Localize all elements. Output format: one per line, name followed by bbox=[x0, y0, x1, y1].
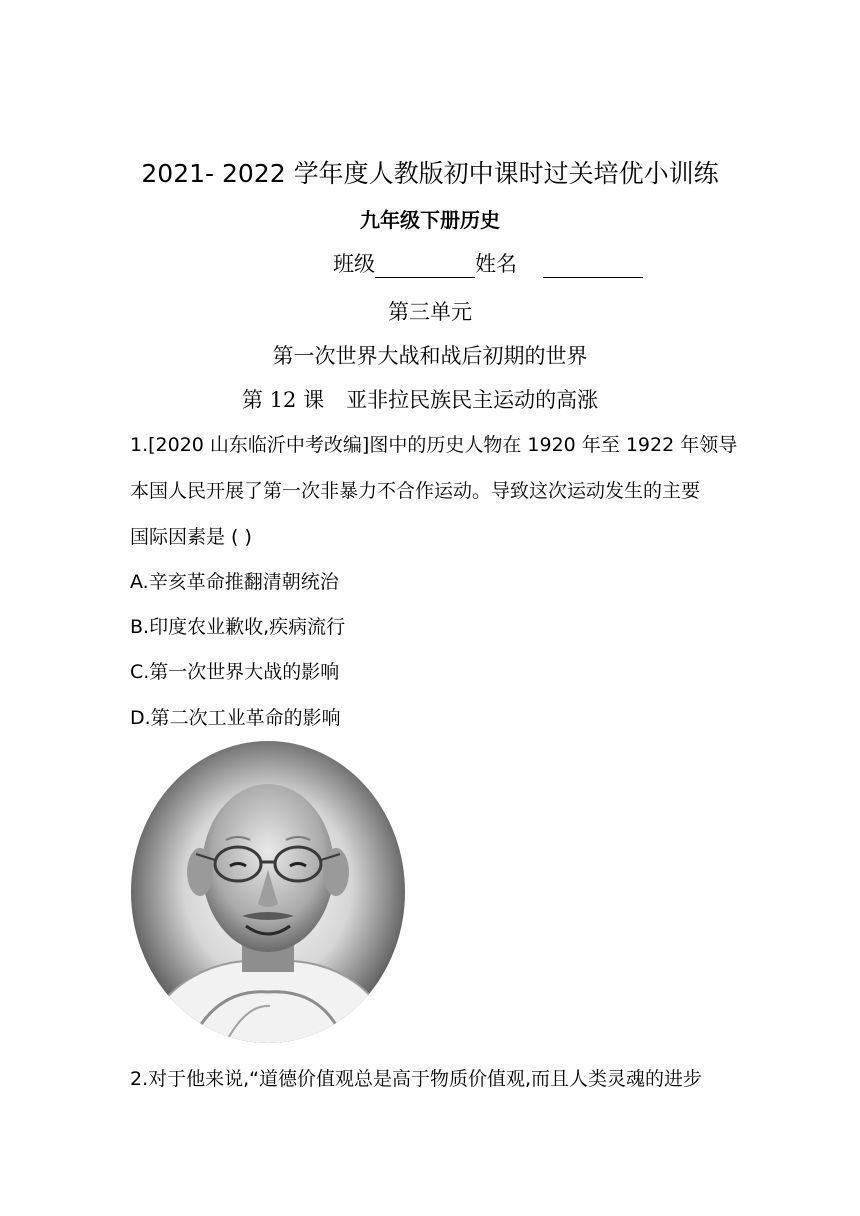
question-1-line-2: 本国人民开展了第一次非暴力不合作运动。导致这次运动发生的主要 bbox=[130, 480, 701, 502]
option-b: B.印度农业歉收,疾病流行 bbox=[130, 616, 346, 638]
question-1-line-3: 国际因素是 ( ) bbox=[130, 526, 252, 548]
lesson-title: 亚非拉民族民主运动的高涨 bbox=[346, 388, 599, 412]
lesson-heading bbox=[242, 384, 598, 414]
question-2-line-1: 2.对于他来说,“道德价值观总是高于物质价值观,而且人类灵魂的进步 bbox=[130, 1068, 703, 1090]
chapter-heading: 第一次世界大战和战后初期的世界 bbox=[272, 344, 588, 368]
lesson-number: 第 12 课 bbox=[242, 388, 325, 412]
option-d: D.第二次工业革命的影响 bbox=[130, 707, 341, 729]
class-blank bbox=[375, 255, 475, 278]
question-1-line-1: 1.[2020 山东临沂中考改编]图中的历史人物在 1920 年至 1922 年领导 bbox=[130, 434, 738, 456]
option-a: A.辛亥革命推翻清朝统治 bbox=[130, 571, 339, 593]
class-label: 班级 bbox=[333, 252, 375, 276]
option-c: C.第一次世界大战的影响 bbox=[130, 661, 340, 683]
document-subtitle: 九年级下册历史 bbox=[360, 208, 500, 232]
unit-heading: 第三单元 bbox=[388, 300, 472, 324]
class-name-line bbox=[333, 248, 643, 278]
name-blank bbox=[543, 255, 643, 278]
historical-figure-portrait bbox=[130, 740, 406, 1044]
document-title: 2021- 2022 学年度人教版初中课时过关培优小训练 bbox=[141, 159, 719, 188]
name-label: 姓名 bbox=[475, 252, 517, 276]
